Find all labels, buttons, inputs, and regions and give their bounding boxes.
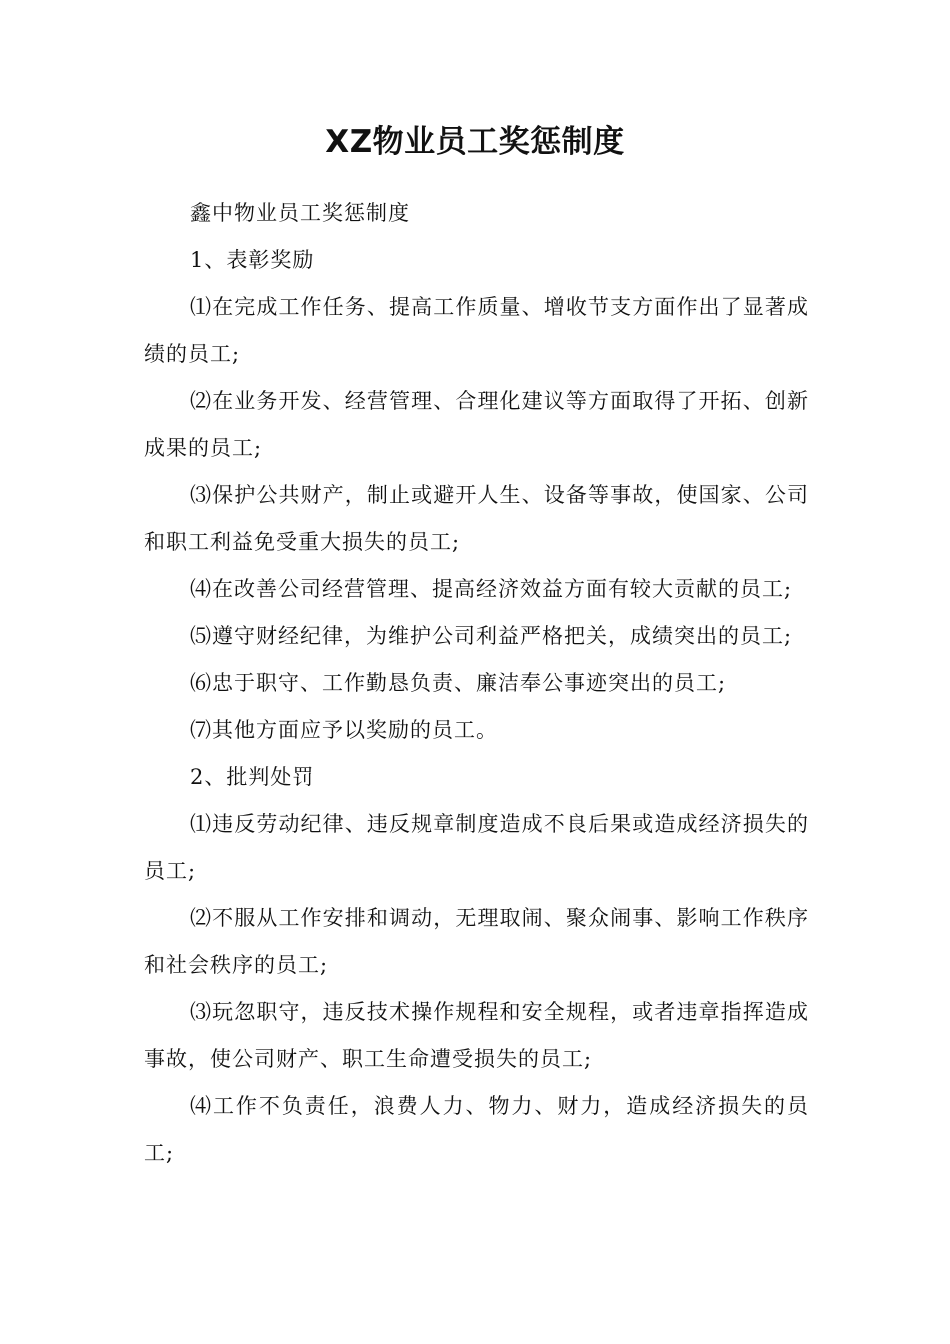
reward-item: ⑺其他方面应予以奖励的员工。 xyxy=(190,718,498,742)
penalty-item: ⑷工作不负责任，浪费人力、物力、财力，造成经济损失的员工; xyxy=(144,1094,809,1165)
reward-item: ⑵在业务开发、经营管理、合理化建议等方面取得了开拓、创新成果的员工; xyxy=(144,389,809,460)
section-heading-rewards: 1、表彰奖励 xyxy=(190,248,315,272)
document-body xyxy=(144,190,809,1177)
document-title: XZ物业员工奖惩制度 xyxy=(325,124,625,160)
penalty-item: ⑴违反劳动纪律、违反规章制度造成不良后果或造成经济损失的员工; xyxy=(144,812,809,883)
reward-item: ⑶保护公共财产，制止或避开人生、设备等事故，使国家、公司和职工利益免受重大损失的员工; xyxy=(144,483,809,554)
reward-item: ⑴在完成工作任务、提高工作质量、增收节支方面作出了显著成绩的员工; xyxy=(144,295,809,366)
reward-item: ⑸遵守财经纪律，为维护公司利益严格把关，成绩突出的员工; xyxy=(190,624,793,648)
reward-item: ⑹忠于职守、工作勤恳负责、廉洁奉公事迹突出的员工; xyxy=(190,671,727,695)
penalty-item: ⑵不服从工作安排和调动，无理取闹、聚众闹事、影响工作秩序和社会秩序的员工; xyxy=(144,906,809,977)
section-heading-penalties: 2、批判处罚 xyxy=(190,765,315,789)
subtitle-paragraph: 鑫中物业员工奖惩制度 xyxy=(190,201,410,225)
reward-item: ⑷在改善公司经营管理、提高经济效益方面有较大贡献的员工; xyxy=(190,577,793,601)
penalty-item: ⑶玩忽职守，违反技术操作规程和安全规程，或者违章指挥造成事故，使公司财产、职工生命遭受损失的员工; xyxy=(144,1000,809,1071)
